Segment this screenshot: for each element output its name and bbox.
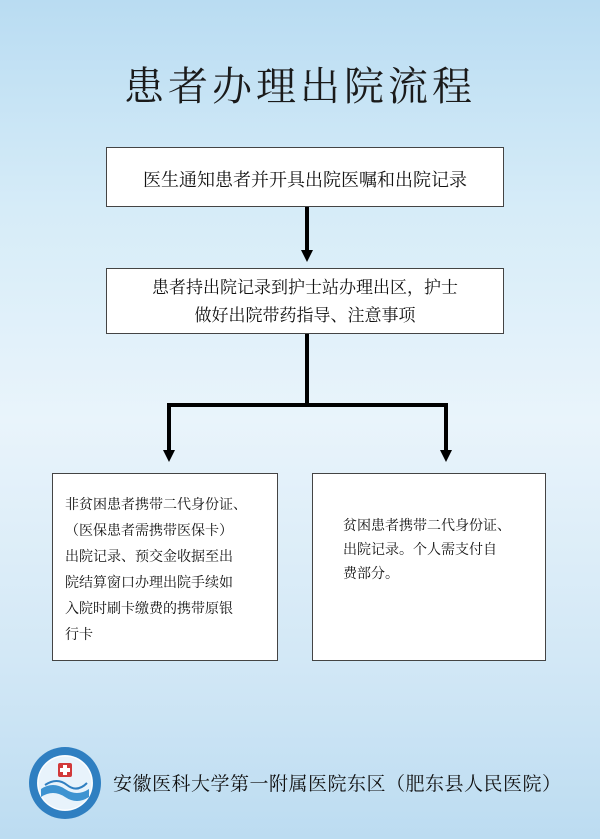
step-1-text: 医生通知患者并开具出院医嘱和出院记录 [143, 170, 467, 191]
connector-branch-horizontal [167, 403, 448, 407]
connector-1-2 [305, 207, 309, 251]
branch-left-line-6: 行卡 [65, 627, 93, 643]
step-2-text [117, 274, 493, 330]
branch-left-line-3: 出院记录、预交金收据至出 [65, 549, 233, 565]
arrow-head-left [163, 450, 175, 462]
arrow-head-1-2 [301, 250, 313, 262]
step-2-line-2: 做好出院带药指导、注意事项 [194, 306, 416, 326]
branch-left-line-2: （医保患者需携带医保卡） [65, 523, 233, 539]
branch-right-box [312, 473, 546, 661]
hospital-name-footer: 安徽医科大学第一附属医院东区（肥东县人民医院） [113, 773, 562, 795]
connector-branch-left [167, 403, 171, 451]
branch-left-box [52, 473, 278, 661]
branch-left-line-1: 非贫困患者携带二代身份证、 [65, 497, 247, 513]
branch-right-line-2: 出院记录。个人需支付自 [343, 542, 497, 558]
branch-left-line-4: 院结算窗口办理出院手续如 [65, 575, 233, 591]
step-2-line-1: 患者持出院记录到护士站办理出区，护士 [152, 278, 458, 298]
step-2-box [106, 268, 504, 334]
page-title: 患者办理出院流程 [124, 64, 476, 110]
branch-right-line-3: 费部分。 [343, 566, 399, 582]
branch-left-line-5: 入院时刷卡缴费的携带原银 [65, 601, 233, 617]
connector-2-trunk [305, 334, 309, 405]
hospital-logo-icon [27, 745, 103, 821]
branch-right-text [343, 514, 527, 586]
arrow-head-right [440, 450, 452, 462]
step-1-box [106, 147, 504, 207]
branch-right-line-1: 贫困患者携带二代身份证、 [343, 518, 511, 534]
connector-branch-right [444, 403, 448, 451]
branch-left-text [65, 492, 267, 648]
